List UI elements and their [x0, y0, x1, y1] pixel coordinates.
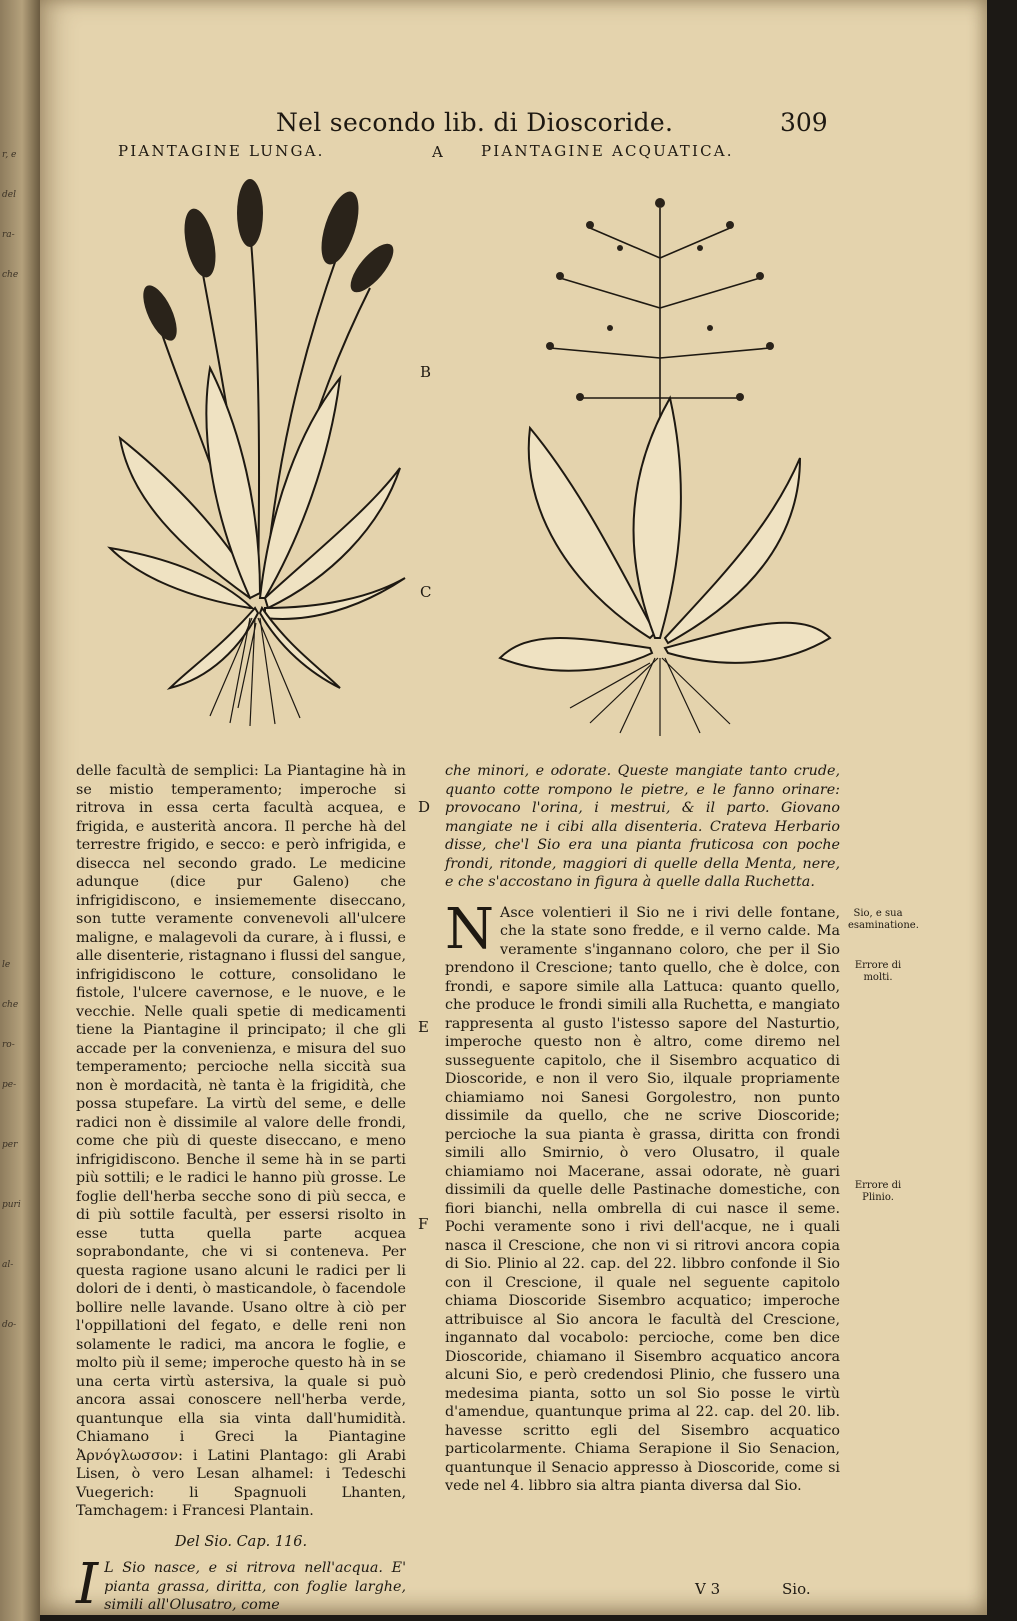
margin-letter-a: A [432, 143, 443, 161]
page-number: 309 [780, 108, 828, 137]
margin-note-errore-molti: Errore di molti. [854, 960, 902, 983]
running-header: Nel secondo lib. di Dioscoride. [276, 108, 674, 137]
dropcap-i: I [76, 1552, 99, 1617]
woodcut-piantagine-acquatica [470, 168, 850, 738]
caption-piantagine-acquatica: PIANTAGINE ACQUATICA. [481, 142, 734, 160]
margin-note-sio: Sio, e sua esaminatione. [848, 908, 919, 931]
right-paragraph-2: Asce volentieri il Sio ne i rivi delle fontane, che la state sono fredde, e il verno calde. Ma veramente s'ingannano coloro, che per il Sio prendono il Crescione; tanto quello, che è dolce, con frondi, e sapore simile alla Lattuca: quanto quello, che produce le frondi simili alla Ruchetta, e mangiato rappresenta al gusto l'istesso sapore del Nasturtio, imperoche questo non è altro, come diremo nel susseguente capitolo, che il Sisembro acquatico di Dioscoride, e non il vero Sio, ilquale propriamente chiamiamo noi Sanesi Gorgolestro, non punto dissimile da quello, che ne scrive Dioscoride; percioche la sua pianta è grassa, diritta con frondi simili allo Smirnio, ò vero Olusatro, il quale chiamiamo noi Macerane, assai odorate, nè guari dissimili da quelle delle Pastinache domestiche, con fiori bianchi, nella ombrella di cui nasce il seme. Pochi veramente sono i rivi dell'acque, ne i quali nasca il Crescione, che non vi si ritrovi ancora copia di Sio. Plinio al 22. cap. del 22. libbro confonde il Sio con il Crescione, il quale nel seguente capitolo chiama Dioscoride Sisembro acquatico; imperoche attribuisce al Sio ancora le facultà del Crescione, ingannato dal vocabolo: percioche, come ben dice Dioscoride, chiamano il Sisembro acquatico ancora alcuni Sio, e però credendosi Plinio, che fussero una medesima pianta, sotto un sol Sio posse le virtù d'amendue, quantunque prima al 22. cap. del 20. lib. havesse scritto egli del Sisembro acquatico particolarmente. Chiama Serapione il Sio Senacion, quantunque il Senacio appresso à Dioscoride, come si vede nel 4. libbro sia altra pianta diversa dal Sio. [445, 904, 840, 1494]
margin-note-errore-plinio: Errore di Plinio. [854, 1180, 902, 1203]
left-paragraph-2: L Sio nasce, e si ritrova nell'acqua. E' pianta grassa, diritta, con foglie larghe, simili all'Olusatro, come [104, 1560, 406, 1613]
caption-piantagine-lunga: PIANTAGINE LUNGA. [118, 142, 325, 160]
margin-letter-f: F [418, 1215, 429, 1233]
margin-letter-c: C [420, 583, 432, 601]
left-paragraph-1: delle facultà de semplici: La Piantagine hà in se mistio temperamento; imperoche si ritrova in essa certa facultà acquea, e frigida, e austerità ancora. Il perche hà del terrestre frigido, e secco: e però infrigida, e disecca nel secondo grado. Le medicine adunque (dice pur Galeno) che infrigidiscono, e insiememente diseccano, son tutte veramente convenevoli all'ulcere maligne, e malagevoli da curare, à i flussi, e alle disenterie, ristagnano i flussi del sangue, infrigidiscono le cotture, consolidano le fistole, l'ulcere cavernose, e le nuove, e le vecchie. Nelle quali spetie di medicamenti tiene la Piantagine il principato; il che gli accade per la convenienza, e misura del suo temperamento; percioche nella siccità sua non è mordacità, nè tanta è la frigidità, che possa stupefare. La virtù del seme, e delle radici non è dissimile al valore delle frondi, come che più di queste diseccano, e meno infrigidiscono. Benche il seme hà in se parti più sottili; e le radici le hanno più grosse. Le foglie dell'herba secche sono di più secca, e di più sottile facultà, per essersi risolto in esse tutta quella parte acquea soprabondante, che vi si conteneva. Per questa ragione usano alcuni le radici per li dolori de i denti, ò masticandole, ò facendole bollire nelle lavande. Usano oltre à ciò per l'oppillationi del fegato, e delle reni non solamente le radici, ma ancora le foglie, e molto più il seme; imperoche questo hà in se una certa virtù astersiva, la quale si può ancora assai conoscere nell'herba verde, quantunque ella sia vinta dall'humidità. Chiamano i Greci la Piantagine Ἀρνόγλωσσον: i Latini Plantago: gli Arabi Lisen, ò vero Lesan alhamel: i Tedeschi Vuegerich: li Spagnuoli Lhanten, Tamchagem: i Francesi Plantain. [76, 763, 406, 1519]
section-heading-del-sio: Del Sio. Cap. 116. [174, 1533, 308, 1550]
previous-page-edge: r, e del ra- che le che ro- pe- per puri al- do- [0, 0, 40, 1621]
catchword: Sio. [782, 1580, 811, 1598]
margin-letter-b: B [420, 363, 432, 381]
right-paragraph-1: che minori, e odorate. Queste mangiate tanto crude, quanto cotte rompono le pietre, e le fanno orinare: provocano l'orina, i mestrui, & il parto. Giovano mangiate ne i cibi alla disenteria. Crateva Herbario disse, che'l Sio era una pianta fruticosa con poche frondi, ritonde, maggiori di quelle della Menta, nere, e che s'accostano in figura à quelle dalla Ruchetta. [445, 763, 840, 890]
signature-mark: V 3 [695, 1580, 721, 1598]
dropcap-n: N [445, 896, 494, 962]
woodcut-piantagine-lunga [100, 168, 410, 728]
margin-letter-e: E [418, 1018, 429, 1036]
right-column [445, 762, 840, 1496]
margin-letter-d: D [418, 798, 431, 816]
left-column [76, 762, 406, 1615]
book-page [40, 0, 987, 1615]
